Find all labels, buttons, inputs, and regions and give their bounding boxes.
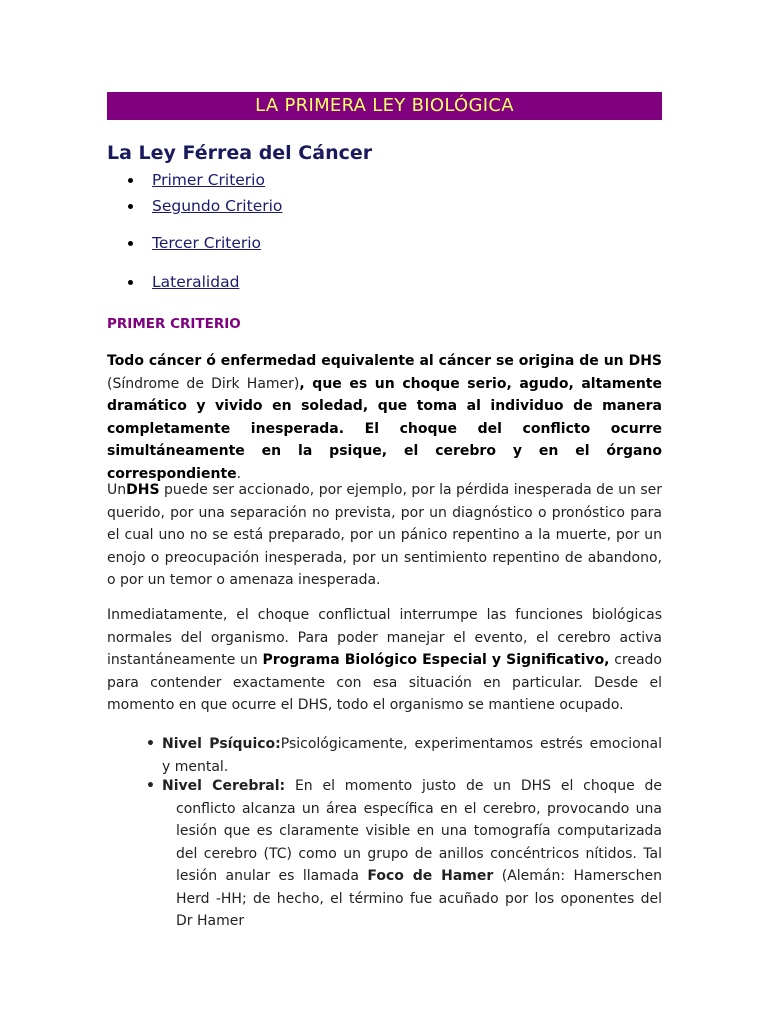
section-subtitle: La Ley Férrea del Cáncer — [107, 142, 373, 164]
bullet-icon: • — [146, 778, 155, 794]
p3-part-c: creado para contender exactamente con esa situación en particular. Desde el momento en que ocurre el DHS, todo el organismo se mantiene ocupado. — [107, 652, 662, 713]
bullet-body: Psicológicamente, experimentamos estrés emocional y mental. — [162, 736, 662, 775]
toc-link-segundo-criterio[interactable]: Segundo Criterio — [152, 197, 283, 215]
bullet-text — [150, 775, 662, 933]
bullet-icon — [128, 204, 133, 209]
p2-part-a: Un — [107, 482, 127, 498]
bullet-icon: • — [146, 736, 155, 752]
paragraph-1 — [107, 350, 662, 485]
bullet-icon — [128, 178, 133, 183]
paragraph-3 — [107, 604, 662, 717]
bullet-label: Nivel Cerebral: — [162, 778, 286, 794]
paragraph-2 — [107, 479, 662, 592]
p2-part-b: DHS — [126, 482, 160, 498]
p1-part-a: Todo cáncer ó enfermedad equivalente al cáncer se origina de un DHS — [107, 353, 662, 369]
section-heading: PRIMER CRITERIO — [107, 316, 241, 332]
p2-part-c: puede ser accionado, por ejemplo, por la pérdida inesperada de un ser querido, por una separación no prevista, por un diagnóstico o pronóstico para el cual uno no se está preparado, por un pánico repentino a la muerte, por un enojo o preocupación inesperada, por un sentimiento repentino de abandono, o por un temor o amenaza inesperada. — [107, 482, 662, 588]
page-title-banner: LA PRIMERA LEY BIOLÓGICA — [107, 92, 662, 120]
p1-part-b: (Síndrome de Dirk Hamer) — [107, 375, 300, 392]
bullet-body-2: (Alemán: Hamerschen Herd -HH; de hecho, el término fue acuñado por los oponentes del Dr Hamer — [176, 868, 662, 929]
toc-link-primer-criterio[interactable]: Primer Criterio — [152, 171, 265, 189]
list-item-nivel-psiquico — [146, 733, 662, 778]
p1-part-d: . — [236, 465, 242, 482]
bullet-icon — [128, 280, 133, 285]
p1-part-c: , que es un choque serio, agudo, altamente dramático y vivido en soledad, que toma al individuo de manera completamente inesperada. El choque del conflicto ocurre simultáneamente en la psique, el cerebro y en el órgano correspondiente — [107, 375, 662, 482]
bullet-bold-term: Foco de Hamer — [367, 868, 494, 884]
bullet-text — [150, 733, 662, 778]
list-item-nivel-cerebral — [146, 775, 663, 933]
bullet-label: Nivel Psíquico: — [162, 736, 281, 752]
toc-link-tercer-criterio[interactable]: Tercer Criterio — [152, 234, 262, 252]
toc-link-lateralidad[interactable]: Lateralidad — [152, 273, 240, 291]
p3-part-b: Programa Biológico Especial y Significativo, — [262, 652, 610, 668]
bullet-body-1: En el momento justo de un DHS el choque de conflicto alcanza un área específica en el cerebro, provocando una lesión que es claramente visible en una tomografía computarizada del cerebro (TC) como un grupo de anillos concéntricos nítidos. Tal lesión anular es llamada — [176, 778, 663, 884]
bullet-icon — [128, 241, 133, 246]
p3-part-a: Inmediatamente, el choque conflictual interrumpe las funciones biológicas normales del organismo. Para poder manejar el evento, el cerebro activa instantáneamente un — [107, 607, 662, 668]
